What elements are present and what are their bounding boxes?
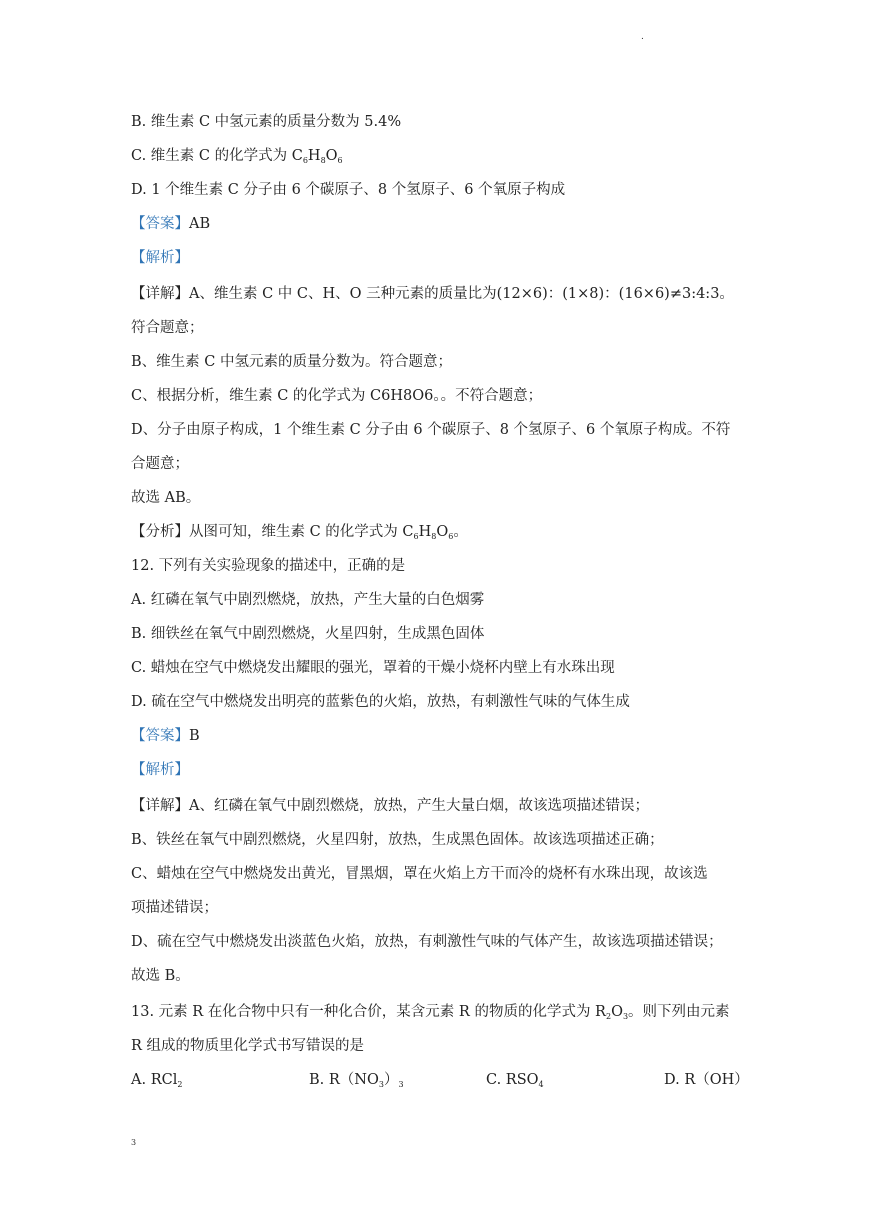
header-mark: .	[641, 32, 644, 42]
q13-stem-cont: R 组成的物质里化学式书写错误的是	[131, 1038, 365, 1054]
q11-detail-c: C、根据分析，维生素 C 的化学式为 C6H8O6。。不符合题意；	[131, 388, 543, 404]
option-a-text: A. RCl	[131, 1072, 178, 1088]
fenxi-tag: 【分析】	[131, 524, 189, 540]
q11-detail-a	[131, 284, 734, 304]
fenxi-end: 。	[453, 524, 468, 540]
detail-tag: 【详解】	[131, 798, 189, 814]
formula-element: O	[611, 1004, 623, 1020]
formula-element: H	[418, 524, 432, 540]
analysis-tag: 【解析】	[131, 762, 189, 778]
q12-option-a: A. 红磷在氧气中剧烈燃烧，放热，产生大量的白色烟雾	[131, 592, 485, 608]
q13-option-a	[131, 1070, 182, 1090]
q11-answer	[131, 214, 210, 234]
q11-detail-b: B、维生素 C 中氢元素的质量分数为。符合题意；	[131, 354, 452, 370]
q13-option-d: D. R（OH）	[664, 1072, 749, 1088]
page-number: 3	[131, 1138, 137, 1147]
q11-option-d: D. 1 个维生素 C 分子由 6 个碳原子、8 个氢原子、6 个氧原子构成	[131, 182, 566, 198]
q12-analysis-heading	[131, 760, 189, 780]
option-c-text: C. RSO	[486, 1072, 539, 1088]
answer-tag: 【答案】	[131, 216, 189, 232]
formula-sub: 6	[448, 532, 454, 541]
q12-detail-c: C、蜡烛在空气中燃烧发出黄光，冒黑烟，罩在火焰上方干而冷的烧杯有水珠出现，故该选	[131, 866, 708, 882]
q11-option-b: B. 维生素 C 中氢元素的质量分数为 5.4%	[131, 114, 402, 130]
formula-element: O	[325, 148, 338, 164]
detail-tag: 【详解】	[131, 286, 189, 302]
q11-detail-d: D、分子由原子构成，1 个维生素 C 分子由 6 个碳原子、8 个氢原子、6 个氧原子构成。不符	[131, 422, 731, 438]
q11-analysis-heading	[131, 248, 189, 268]
q11-detail-d-cont: 合题意；	[131, 456, 189, 472]
formula-sub: 8	[431, 532, 437, 541]
formula-sub: 8	[320, 156, 326, 165]
formula-element: O	[436, 524, 449, 540]
analysis-tag: 【解析】	[131, 250, 189, 266]
q13-option-b	[309, 1070, 404, 1090]
q13-option-c	[486, 1070, 544, 1090]
answer-value: B	[189, 728, 200, 744]
formula-sub: 4	[538, 1080, 544, 1089]
detail-a-text: A、维生素 C 中 C、H、O 三种元素的质量比为(12×6)：(1×8)：(16×6)≠3:4:3。	[189, 286, 734, 302]
formula-sub: 2	[177, 1080, 183, 1089]
formula-element: H	[307, 148, 321, 164]
q12-conclusion: 故选 B。	[131, 968, 190, 984]
q11-conclusion: 故选 AB。	[131, 490, 201, 506]
formula-sub: 6	[302, 156, 308, 165]
q12-detail-b: B、铁丝在氧气中剧烈燃烧，火星四射，放热，生成黑色固体。故该选项描述正确；	[131, 832, 664, 848]
q11-fenxi	[131, 522, 468, 542]
q11-option-c-text: C. 维生素 C 的化学式为 C	[131, 148, 303, 164]
q12-detail-d: D、硫在空气中燃烧发出淡蓝色火焰，放热，有刺激性气味的气体产生，故该选项描述错误；	[131, 934, 723, 950]
q11-option-c	[131, 146, 343, 166]
fenxi-text: 从图可知，维生素 C 的化学式为 C	[189, 524, 414, 540]
q12-answer	[131, 726, 200, 746]
option-b-paren: ）	[383, 1072, 399, 1088]
q11-detail-a-cont: 符合题意；	[131, 320, 204, 336]
q13-stem-text: 13. 元素 R 在化合物中只有一种化合价，某含元素 R 的物质的化学式为 R	[131, 1004, 606, 1020]
q12-option-c: C. 蜡烛在空气中燃烧发出耀眼的强光，罩着的干燥小烧杯内壁上有水珠出现	[131, 660, 615, 676]
formula-sub: 2	[605, 1012, 612, 1021]
detail-a-text: A、红磷在氧气中剧烈燃烧，放热，产生大量白烟，故该选项描述错误；	[189, 798, 649, 814]
q13-stem	[131, 1002, 730, 1022]
q13-stem-suffix: 。则下列由元素	[628, 1004, 730, 1020]
formula-sub: 3	[622, 1012, 629, 1021]
q12-option-b: B. 细铁丝在氧气中剧烈燃烧，火星四射，生成黑色固体	[131, 626, 485, 642]
answer-value: AB	[189, 216, 211, 232]
formula-sub: 6	[413, 532, 419, 541]
answer-tag: 【答案】	[131, 728, 189, 744]
formula-sub: 3	[398, 1080, 404, 1089]
formula-sub: 3	[378, 1080, 384, 1089]
option-b-text: B. R（NO	[309, 1072, 379, 1088]
q12-detail-a	[131, 796, 649, 816]
q12-option-d: D. 硫在空气中燃烧发出明亮的蓝紫色的火焰，放热，有刺激性气味的气体生成	[131, 694, 630, 710]
q12-detail-c-cont: 项描述错误；	[131, 900, 218, 916]
q12-stem: 12. 下列有关实验现象的描述中，正确的是	[131, 558, 406, 574]
formula-sub: 6	[337, 156, 343, 165]
